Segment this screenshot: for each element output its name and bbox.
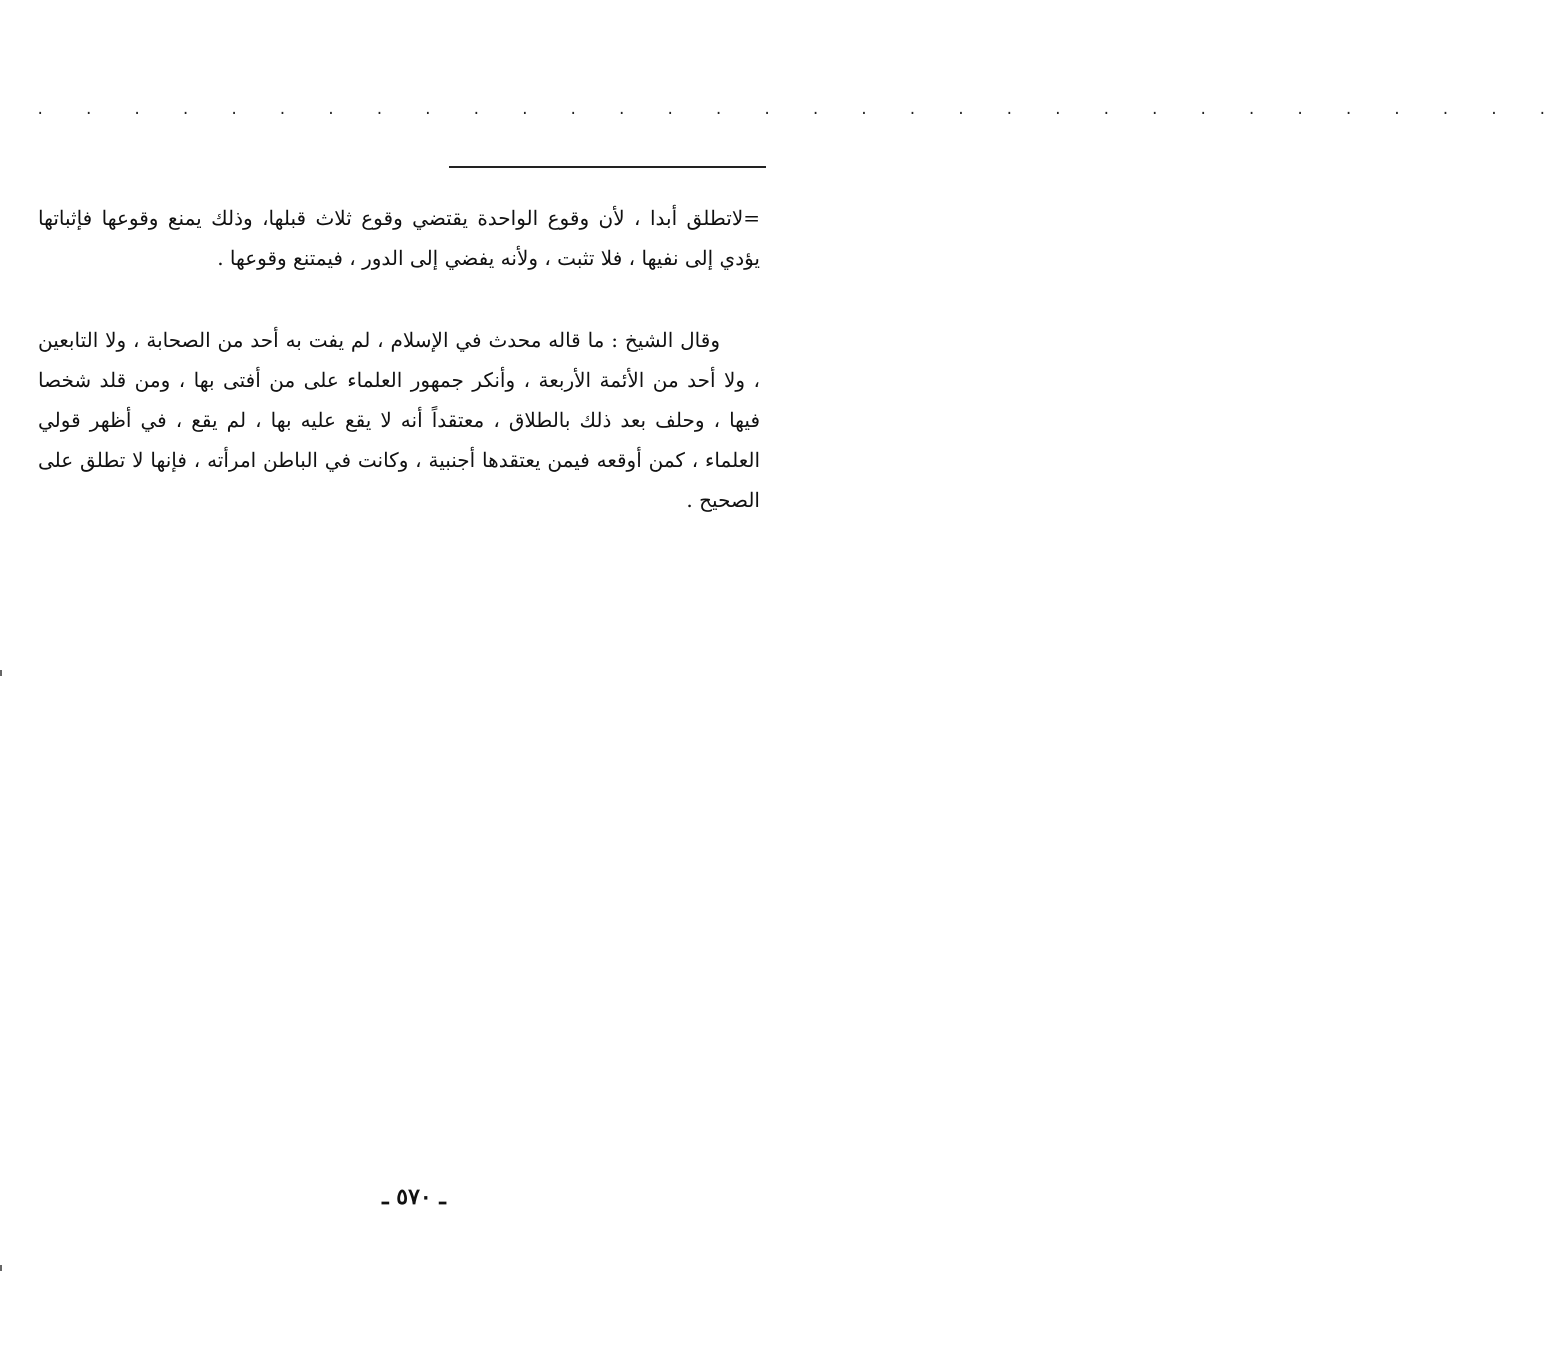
- body-text: [38, 320, 760, 520]
- footnote-text: [38, 198, 760, 278]
- page-number: ـ ٥٧٠ ـ: [382, 1184, 446, 1210]
- body-paragraph: وقال الشيخ : ما قاله محدث في الإسلام ، لم يفت به أحد من الصحابة ، ولا التابعين ، ولا أحد من الأئمة الأربعة ، وأنكر جمهور العلماء على من أفتى بها ، ومن قلد شخصا فيها ، وحلف بعد ذلك بالطلاق ، معتقداً أنه لا يقع عليه بها ، لم يقع ، في أظهر قولي العلماء ، كمن أوقعه فيمن يعتقدها أجنبية ، وكانت في الباطن امرأته ، فإنها لا تطلق على الصحيح .: [38, 328, 760, 512]
- scan-edge-mark: [0, 670, 2, 676]
- footnote-paragraph: =لاتطلق أبدا ، لأن وقوع الواحدة يقتضي وقوع ثلاث قبلها، وذلك يمنع وقوعها فإثباتها يؤدي إلى نفيها ، فلا تثبت ، ولأنه يفضي إلى الدور ، فيمتنع وقوعها .: [38, 206, 760, 270]
- footnote-rule: [449, 166, 766, 168]
- dotted-separator: . . . . . . . . . . . . . . . . . . . . . . . . . . . . . . . .: [36, 102, 1562, 118]
- scan-edge-mark: [0, 1265, 2, 1271]
